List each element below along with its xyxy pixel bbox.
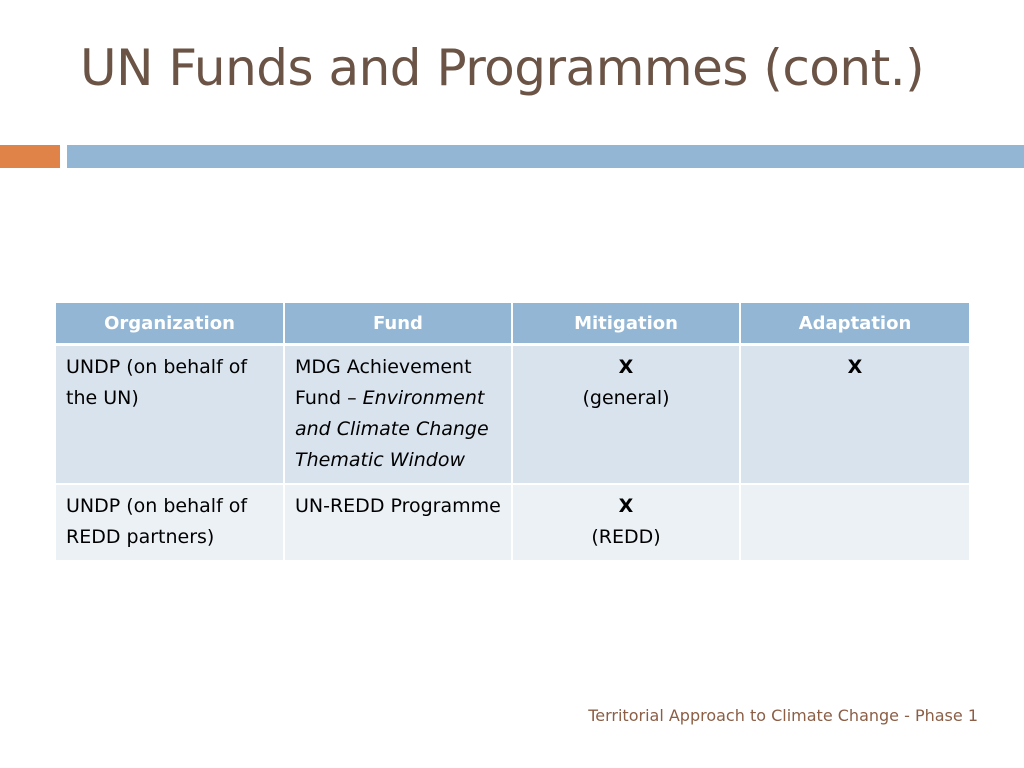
header-fund: Fund — [284, 303, 512, 345]
accent-bar-blue — [67, 145, 1024, 168]
table-row — [56, 484, 969, 561]
cell-mitigation — [512, 484, 740, 561]
funds-table — [56, 303, 969, 562]
accent-bar-orange — [0, 145, 60, 168]
table-row — [56, 345, 969, 485]
slide-footer: Territorial Approach to Climate Change - Phase 1 — [588, 706, 978, 725]
fund-window: Environment and Climate Change Thematic Window — [295, 387, 489, 471]
cell-adaptation — [740, 484, 969, 561]
fund-name: MDG Achievement Fund – — [295, 356, 472, 409]
header-adaptation: Adaptation — [740, 303, 969, 345]
mitigation-mark: X — [618, 356, 634, 378]
header-organization: Organization — [56, 303, 284, 345]
mitigation-mark: X — [618, 495, 634, 517]
cell-mitigation — [512, 345, 740, 485]
cell-fund — [284, 345, 512, 485]
slide-title: UN Funds and Programmes (cont.) — [80, 39, 925, 97]
mitigation-note: (general) — [582, 387, 670, 409]
table-header-row — [56, 303, 969, 345]
cell-organization: UNDP (on behalf of the UN) — [56, 345, 284, 485]
adaptation-mark: X — [847, 356, 863, 378]
mitigation-note: (REDD) — [591, 526, 661, 548]
header-mitigation: Mitigation — [512, 303, 740, 345]
cell-fund: UN-REDD Programme — [284, 484, 512, 561]
cell-organization: UNDP (on behalf of REDD partners) — [56, 484, 284, 561]
cell-adaptation — [740, 345, 969, 485]
